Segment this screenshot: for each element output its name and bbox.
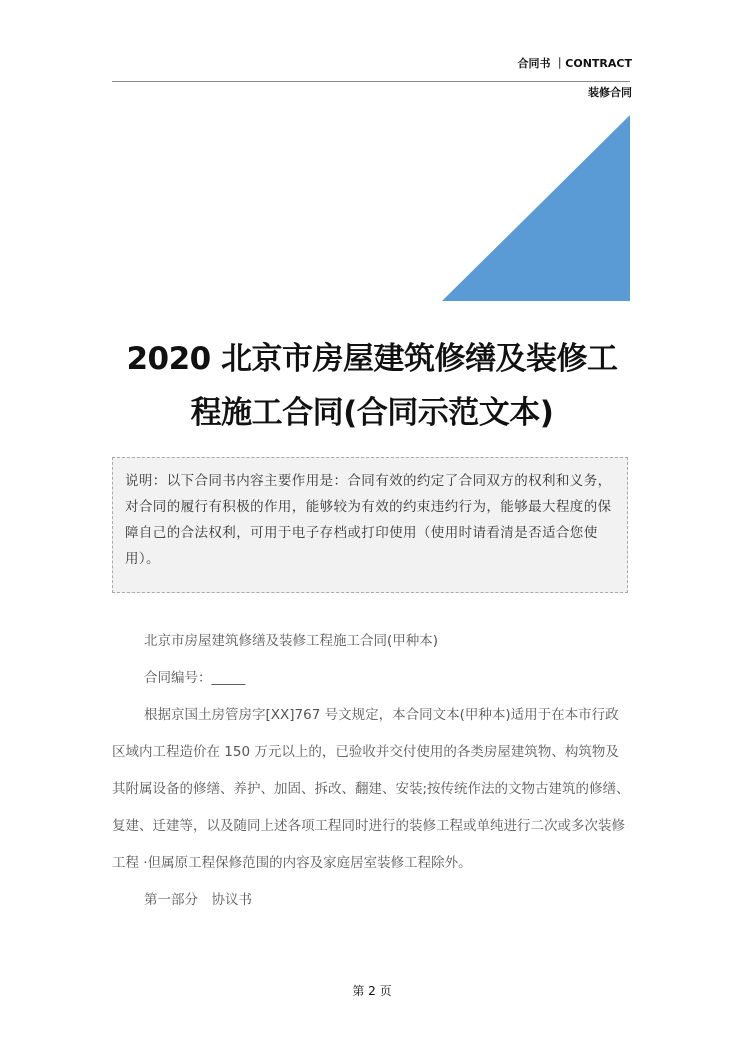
section-heading: 第一部分 协议书 — [144, 892, 252, 908]
contract-number-line: 合同编号：_____ — [144, 670, 246, 686]
decorative-triangle — [442, 115, 630, 301]
header-sub-label: 装修合同 — [588, 86, 632, 99]
page-number: 第 2 页 — [352, 984, 392, 998]
header-divider — [112, 81, 630, 82]
note-box — [112, 457, 628, 593]
header-label: 合同书 ｜CONTRACT — [517, 57, 632, 70]
body-paragraph: 根据京国土房管房字[XX]767 号文规定，本合同文本(甲种本)适用于在本市行政区域内工程造价在 150 万元以上的，已验收并交付使用的各类房屋建筑物、构筑物及其附属设备的修缮、养护、加固、拆改、翻建、安装;按传统作法的文物古建筑的修缮、复建、迁建等，以及随同上述各项工程同时进行的装修工程或单纯进行二次或多次装修工程 ·但属原工程保修范围的内容及家庭居室装修工程除外。 — [112, 707, 630, 871]
contract-name-line: 北京市房屋建筑修缮及装修工程施工合同(甲种本) — [144, 633, 439, 649]
document-title — [100, 332, 644, 440]
note-text: 说明：以下合同书内容主要作用是：合同有效的约定了合同双方的权利和义务，对合同的履行有积极的作用，能够较为有效的约束违约行为，能够最大程度的保障自己的合法权利，可用于电子存档或打印使用（使用时请看清是否适合您使用）。 — [125, 473, 612, 567]
title-line-2: 程施工合同(合同示范文本) — [190, 395, 554, 431]
title-line-1: 2020 北京市房屋建筑修缮及装修工 — [126, 341, 618, 377]
body-section — [112, 623, 632, 919]
